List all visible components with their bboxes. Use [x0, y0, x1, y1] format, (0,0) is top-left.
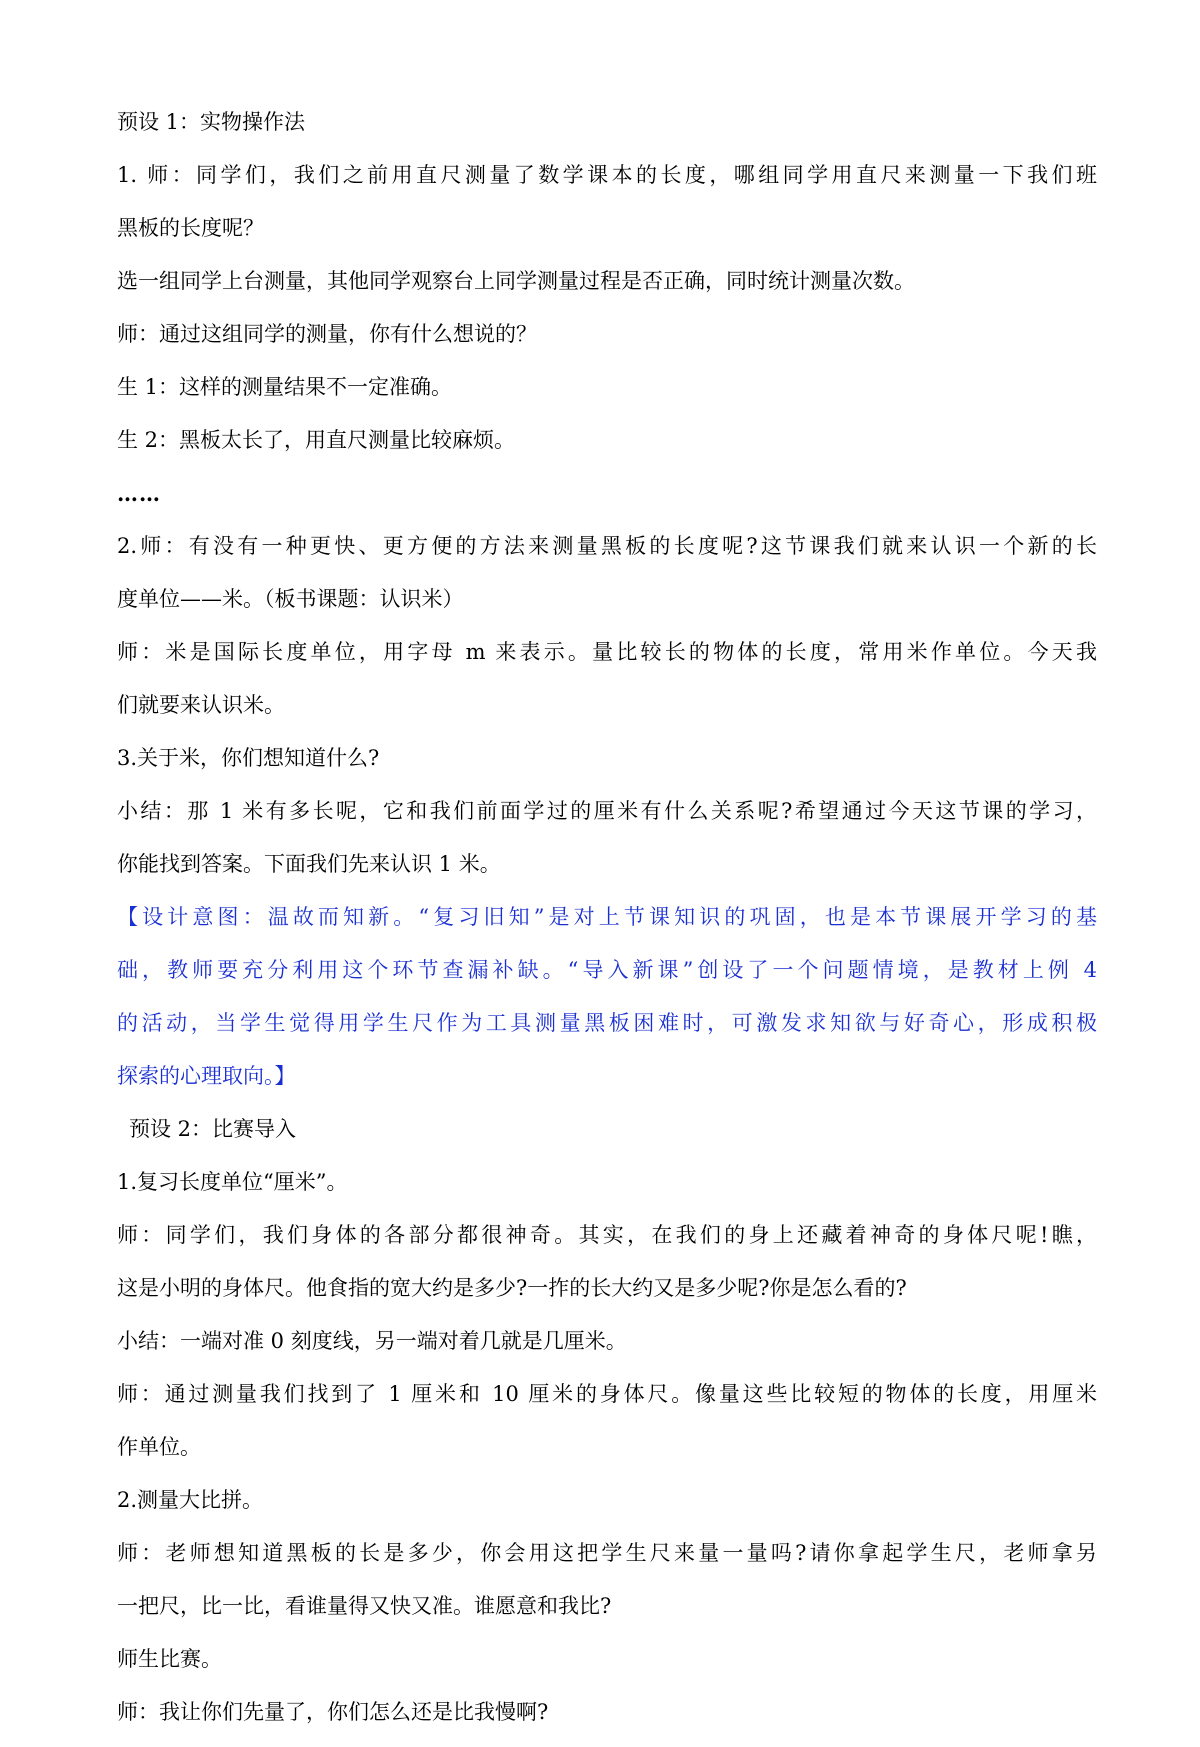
paragraph-review-cm: 1.复习长度单位“厘米”。 [117, 1170, 348, 1194]
text-line: 2.师：有没有一种更快、更方便的方法来测量黑板的长度呢?这节课我们就来认识一个新的长 [117, 534, 1097, 558]
preset-2-heading: 预设 2：比赛导入 [129, 1117, 297, 1141]
text-line: 们就要来认识米。 [117, 693, 285, 717]
text-line: 的活动，当学生觉得用学生尺作为工具测量黑板困难时，可激发求知欲与好奇心，形成积极 [117, 1011, 1097, 1035]
text-line: 探索的心理取向。】 [117, 1064, 296, 1088]
text-line: 师：同学们，我们身体的各部分都很神奇。其实，在我们的身上还藏着神奇的身体尺呢!瞧， [117, 1223, 1097, 1247]
text-line: 1. 师：同学们，我们之前用直尺测量了数学课本的长度，哪组同学用直尺来测量一下我们班 [117, 163, 1097, 187]
text-line: 师：米是国际长度单位，用字母 m 来表示。量比较长的物体的长度，常用米作单位。今天我 [117, 640, 1097, 664]
paragraph-teacher-final: 师：我让你们先量了，你们怎么还是比我慢啊? [117, 1700, 549, 1724]
paragraph-teacher-question-2 [117, 528, 1097, 618]
paragraph-summary-1 [117, 793, 1097, 883]
text-line: 小结：那 1 米有多长呢，它和我们前面学过的厘米有什么关系呢?希望通过今天这节课的学习， [117, 799, 1097, 823]
paragraph-group-measure: 选一组同学上台测量，其他同学观察台上同学测量过程是否正确，同时统计测量次数。 [117, 269, 915, 293]
paragraph-teacher-challenge [117, 1535, 1097, 1625]
text-line: 师：老师想知道黑板的长是多少，你会用这把学生尺来量一量吗?请你拿起学生尺，老师拿另 [117, 1541, 1097, 1565]
document-page [117, 104, 1097, 1747]
paragraph-body-ruler [117, 1217, 1097, 1307]
paragraph-teacher-ask: 师：通过这组同学的测量，你有什么想说的？ [117, 322, 537, 346]
paragraph-summary-2: 小结：一端对准 0 刻度线，另一端对着几就是几厘米。 [117, 1329, 627, 1353]
design-intent-note [117, 899, 1097, 1095]
text-line: 这是小明的身体尺。他食指的宽大约是多少?一拃的长大约又是多少呢?你是怎么看的? [117, 1276, 907, 1300]
paragraph-measure-contest: 2.测量大比拼。 [117, 1488, 264, 1512]
text-line: 一把尺，比一比，看谁量得又快又准。谁愿意和我比? [117, 1594, 612, 1618]
text-line: 师：通过测量我们找到了 1 厘米和 10 厘米的身体尺。像量这些比较短的物体的长度，用厘米 [117, 1382, 1097, 1406]
text-line: 黑板的长度呢？ [117, 216, 264, 240]
ellipsis: …… [117, 481, 161, 506]
text-line: 度单位——米。（板书课题：认识米） [117, 587, 464, 611]
text-line: 作单位。 [117, 1435, 201, 1459]
paragraph-student-1: 生 1：这样的测量结果不一定准确。 [117, 375, 453, 399]
text-line: 【设计意图：温故而知新。“复习旧知”是对上节课知识的巩固，也是本节课展开学习的基 [117, 905, 1097, 929]
paragraph-contest: 师生比赛。 [117, 1647, 222, 1671]
paragraph-meter-definition [117, 634, 1097, 724]
text-line: 你能找到答案。下面我们先来认识 1 米。 [117, 852, 501, 876]
paragraph-student-2: 生 2：黑板太长了，用直尺测量比较麻烦。 [117, 428, 516, 452]
text-line: 础，教师要充分利用这个环节查漏补缺。“导入新课”创设了一个问题情境，是教材上例 4 [117, 958, 1097, 982]
paragraph-teacher-question-1 [117, 157, 1097, 247]
paragraph-teacher-body-ruler [117, 1376, 1097, 1466]
preset-1-heading: 预设 1：实物操作法 [117, 110, 306, 134]
paragraph-question-3: 3.关于米，你们想知道什么? [117, 746, 380, 770]
